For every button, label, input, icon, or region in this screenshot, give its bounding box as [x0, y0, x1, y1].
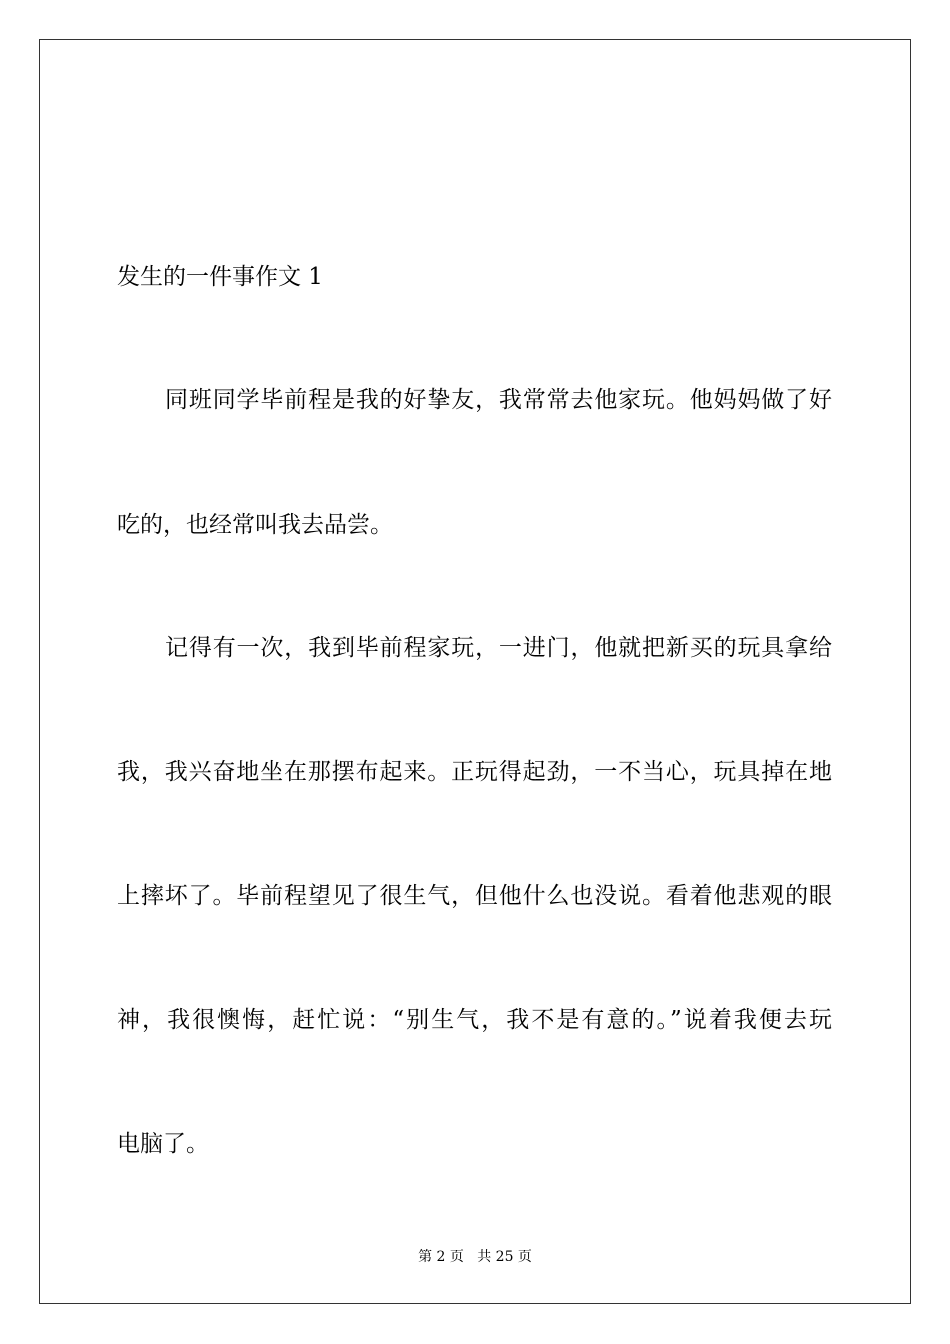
paragraph-2-line-3: 上摔坏了。毕前程望见了很生气，但他什么也没说。看着他悲观的眼 — [117, 883, 832, 909]
page-border — [39, 39, 911, 1304]
paragraph-1-line-2: 吃的，也经常叫我去品尝。 — [117, 512, 393, 538]
paragraph-2-line-2: 我，我兴奋地坐在那摆布起来。正玩得起劲，一不当心，玩具掉在地 — [117, 759, 832, 785]
paragraph-2-line-1: 记得有一次，我到毕前程家玩，一进门，他就把新买的玩具拿给 — [165, 635, 832, 661]
document-title: 发生的一件事作文 1 — [117, 264, 323, 290]
paragraph-2-line-5: 电脑了。 — [117, 1131, 209, 1157]
page-number-footer: 第 2 页 共 25 页 — [418, 1249, 532, 1265]
paragraph-1-line-1: 同班同学毕前程是我的好挚友，我常常去他家玩。他妈妈做了好 — [165, 387, 832, 413]
paragraph-2-line-4: 神，我很懊悔，赶忙说：“别生气，我不是有意的。”说着我便去玩 — [117, 1007, 832, 1033]
